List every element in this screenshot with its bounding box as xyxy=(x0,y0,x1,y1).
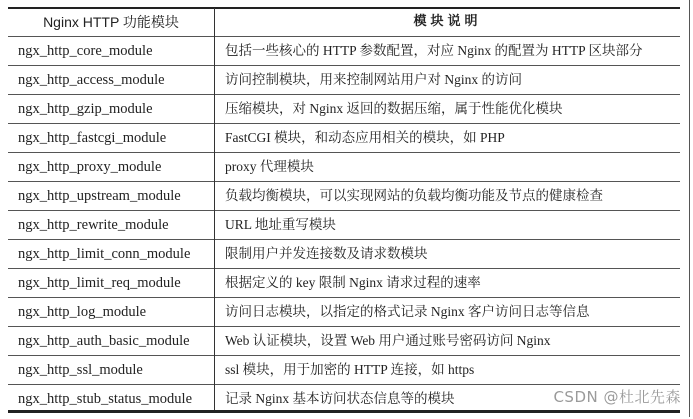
module-description: 负载均衡模块，可以实现网站的负载均衡功能及节点的健康检查 xyxy=(225,188,603,203)
module-name: ngx_http_auth_basic_module xyxy=(8,327,215,356)
module-description: 访问日志模块，以指定的格式记录 Nginx 客户访问日志等信息 xyxy=(225,304,590,319)
table-row xyxy=(8,66,680,95)
table-row xyxy=(8,37,680,66)
module-name: ngx_http_access_module xyxy=(8,66,215,95)
module-name: ngx_http_rewrite_module xyxy=(8,211,215,240)
table-row xyxy=(8,240,680,269)
header-description: 模块说明 xyxy=(413,14,482,29)
module-description: URL 地址重写模块 xyxy=(225,217,336,232)
csdn-watermark: CSDN @杜北先森 xyxy=(553,388,681,406)
table-row xyxy=(8,182,680,211)
module-description: 包括一些核心的 HTTP 参数配置，对应 Nginx 的配置为 HTTP 区块部分 xyxy=(225,43,643,58)
table-row xyxy=(8,327,680,356)
table-row xyxy=(8,356,680,385)
module-description: 压缩模块，对 Nginx 返回的数据压缩，属于性能优化模块 xyxy=(225,101,563,116)
module-name: ngx_http_gzip_module xyxy=(8,95,215,124)
module-description: 访问控制模块，用来控制网站用户对 Nginx 的访问 xyxy=(225,72,522,87)
module-description: 根据定义的 key 限制 Nginx 请求过程的速率 xyxy=(225,275,481,290)
module-description: 限制用户并发连接数及请求数模块 xyxy=(225,246,428,261)
module-name: ngx_http_ssl_module xyxy=(8,356,215,385)
module-name: ngx_http_log_module xyxy=(8,298,215,327)
table-row xyxy=(8,211,680,240)
module-name: ngx_http_fastcgi_module xyxy=(8,124,215,153)
nginx-modules-table xyxy=(8,8,680,413)
table-row xyxy=(8,95,680,124)
module-name: ngx_http_limit_conn_module xyxy=(8,240,215,269)
module-name: ngx_http_core_module xyxy=(8,37,215,66)
table-row xyxy=(8,124,680,153)
module-description: proxy 代理模块 xyxy=(225,159,314,174)
table-row xyxy=(8,153,680,182)
module-description: 记录 Nginx 基本访问状态信息等的模块 xyxy=(225,391,455,406)
table-row xyxy=(8,298,680,327)
header-module: Nginx HTTP 功能模块 xyxy=(8,8,215,37)
table-bottom-rule xyxy=(8,410,680,413)
table-header-row xyxy=(8,8,680,37)
module-description: ssl 模块，用于加密的 HTTP 连接，如 https xyxy=(225,362,475,377)
table-row xyxy=(8,269,680,298)
module-name: ngx_http_stub_status_module xyxy=(8,385,215,414)
module-name: ngx_http_upstream_module xyxy=(8,182,215,211)
module-description: Web 认证模块，设置 Web 用户通过账号密码访问 Nginx xyxy=(225,333,551,348)
module-description: FastCGI 模块，和动态应用相关的模块，如 PHP xyxy=(225,130,505,145)
module-name: ngx_http_limit_req_module xyxy=(8,269,215,298)
module-name: ngx_http_proxy_module xyxy=(8,153,215,182)
